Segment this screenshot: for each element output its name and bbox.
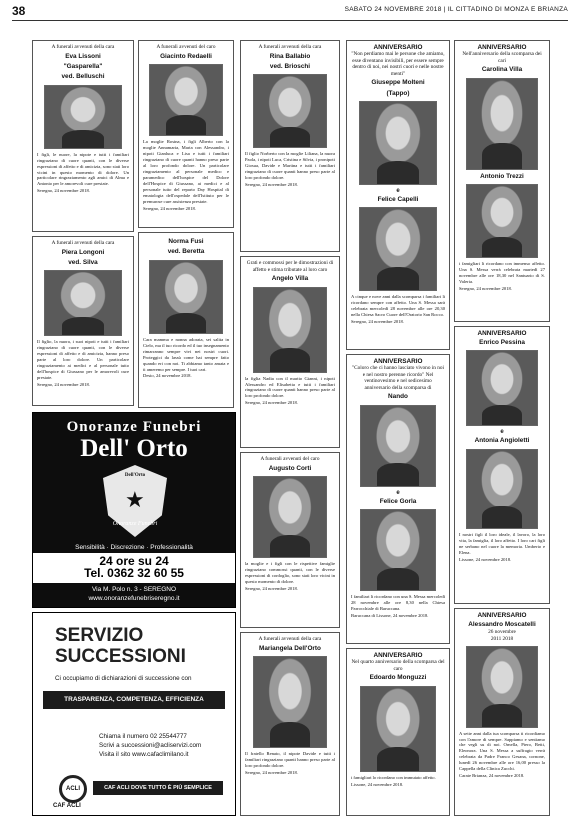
anniversary-text: I familiari li ricordano con una S. Messa mercoledì 28 novembre alle ore 8,30 nella Chiesa Parrocchiale di Baruccana. — [351, 594, 445, 612]
obit-intro: A funerali avvenuti della cara — [258, 636, 322, 642]
portrait-photo — [359, 101, 437, 185]
ad-title-line1: Onoranze Funebri — [66, 419, 202, 435]
portrait-photo — [466, 646, 538, 728]
obit-name: Mariangela Dell'Orto — [259, 644, 321, 652]
portrait-photo — [360, 405, 436, 487]
anniversary-text: A sette anni dalla tua scomparsa ti ricordiamo con l'amore di sempre. Sappiamo e sentiamo che vegli su di noi. Ornella, Piero, Betti, Eleonora. Una S. Messa a suffragio verrà celebrata da Padre Franco Gesana, cornone, lunedì 26 novembre alle ore 16,00 presso la Cappella della Clinica Zucchi. — [459, 730, 545, 772]
publication-info: SABATO 24 NOVEMBRE 2018 | IL CITTADINO DI MONZA E BRIANZA — [344, 6, 568, 13]
anniversary-name: Giuseppe Molteni — [371, 79, 425, 87]
portrait-photo — [149, 260, 223, 334]
ad-slogan: Sensibilità · Discrezione · Professionalità — [75, 544, 193, 551]
portrait-photo — [360, 509, 436, 591]
succession-service-ad — [32, 612, 236, 816]
portrait-photo — [253, 476, 327, 558]
page-number: 38 — [12, 4, 26, 18]
anniversary-date: Lissone, 24 novembre 2018. — [459, 556, 512, 562]
anniversary-name: Nando — [388, 393, 408, 401]
obituary-redaelli — [138, 40, 234, 228]
obit-text: I figli, le nuore, la nipote e tutti i familiari ringraziano di cuore quanti, con le diverse espressioni di affetto e di amicizia, sono stati loro vicini in questo momento di dolore. Un particolare ringraziamento agli amici di Alma e Antonio per le amorevoli cure prestate. — [37, 151, 129, 187]
anniversary-name-2: Felice Capelli — [377, 196, 419, 204]
portrait-photo — [44, 85, 122, 149]
portrait-photo — [466, 449, 538, 529]
ad-title-line2: SUCCESSIONI — [55, 646, 186, 667]
obit-ved: ved. Belluschi — [61, 73, 105, 81]
portrait-photo — [44, 270, 122, 336]
obit-date: Seregno, 24 novembre 2018. — [245, 182, 298, 188]
obit-name: Piera Longoni — [61, 248, 105, 256]
anniversary-title: ANNIVERSARIO — [373, 44, 423, 51]
anniversary-title: ANNIVERSARIO — [373, 652, 423, 659]
obituary-villa — [240, 256, 340, 448]
obit-name: Eva Lissoni — [65, 52, 101, 60]
obit-text: Il figlio Norberto con la moglie Liliana, la nuora Paola, i nipoti Luca, Cristina e Silvia, i pronipoti Giosua, Davide e Martina e tutti i familiari ringraziano di cuore quanti hanno preso parte al loro profondo dolore. — [245, 151, 335, 181]
obituary-dellorto — [240, 632, 340, 816]
ad-website-link[interactable]: www.onoranzefunebriseregno.it — [88, 595, 180, 602]
obit-date: Seregno, 24 novembre 2018. — [245, 585, 298, 591]
obit-name: Rina Ballabio — [269, 52, 311, 60]
anniversary-nando-gorla — [346, 354, 450, 644]
anniversary-name: Edoardo Monguzzi — [369, 674, 427, 682]
obit-intro: A funerali avvenuti della cara — [51, 44, 115, 50]
obit-name: Giacinto Redaelli — [160, 52, 212, 60]
ad-phone: Chiama il numero 02 25544777 — [99, 733, 187, 740]
funeral-home-ad — [32, 412, 236, 608]
obit-text: Cara mamma e nonna adorata, sei salita in Cielo, ma il tuo ricordo ed il tuo insegnamento rimarranno sempre vivi nei nostri cuori. Proteggici da lassù come hai sempre fatto quando eri con noi. Ti abbiamo tanto amata e ti ameremo per sempre. I tuoi cari. — [143, 336, 229, 372]
anniversary-date: Lissone, 24 novembre 2018. — [351, 781, 404, 787]
obit-date: Seregno, 24 novembre 2018. — [37, 188, 90, 194]
conjunction-text: e — [396, 188, 400, 195]
obit-date: Seregno, 24 novembre 2018. — [143, 205, 196, 211]
anniversary-text: I nostri figli il loro ideale, il lavoro, la loro vita, la famiglia, il loro affetto. I loro cari figli ne serbano nel cuore la memoria. Umberto e Elena. — [459, 531, 545, 555]
ad-title-line2: Dell' Orto — [80, 435, 188, 462]
ad-contact-band — [33, 553, 235, 583]
ad-title-line1: SERVIZIO — [55, 625, 144, 646]
obit-date: Seregno, 24 novembre 2018. — [37, 382, 90, 388]
portrait-photo — [360, 686, 436, 772]
ad-subtitle: Ci occupiamo di dichiarazioni di successione con — [55, 675, 192, 682]
anniversary-date-line1: 26 novembre — [488, 629, 516, 636]
portrait-photo — [466, 184, 538, 258]
obit-name: Angelo Villa — [271, 275, 309, 283]
obit-text: La moglie Rosina, i figli Alberto con la moglie Annamaria, Maria con Alessandro, i nipoti Gianluca e Lisa e tutti i familiari ringraziano di cuore quanti hanno preso parte al loro profondo dolore. Un particolare ringraziamento al personale medico e paramedico dell'hospice del Dolore dell'Hospice di Giussano, ai medici e al personale tutto del reparto Day Hospital di ematologia dell'ospedale dell'Istituto per le premurose cure assistenza prestate. — [143, 138, 229, 204]
ad-address: Via M. Polo n. 3 - SEREGNO — [91, 586, 177, 593]
obit-intro: A funerali avvenuti della cara — [258, 44, 322, 50]
obit-intro: A funerali avvenuti del caro — [156, 44, 216, 50]
obit-ved: ved. Silva — [68, 258, 98, 266]
ad-website-link[interactable]: Visita il sito www.cafaclimilano.it — [99, 751, 189, 758]
anniversary-date: Carate Brianza, 24 novembre 2018. — [459, 773, 525, 779]
obituary-lissoni — [32, 40, 134, 232]
portrait-photo — [466, 78, 538, 170]
obit-nickname: "Gasparella" — [63, 62, 103, 70]
anniversary-name: Alessandro Moscatelli — [468, 621, 536, 628]
ad-values-bar: TRASPARENZA, COMPETENZA, EFFICIENZA — [43, 691, 225, 709]
ad-email-link[interactable]: Scrivi a successioni@acliservizi.com — [99, 742, 202, 749]
obit-text: la moglie e i figli con le rispettive famiglie ringraziano commossi quanti, con le diverse espressioni di cordoglio, sono stati loro vicini in questo momento di dolore. — [245, 560, 335, 584]
anniversary-molteni-capelli — [346, 40, 450, 350]
anniversary-nickname: (Tappo) — [386, 89, 410, 97]
obit-name: Norma Fusi — [168, 238, 204, 245]
ad-hours: 24 ore su 24 — [99, 554, 169, 568]
anniversary-quote: "Coloro che ci hanno lasciato vivono in noi e nel nostro perenne ricordo" Nel ventinovesimo e nel sedicesimo anniversario della scomparsa di — [351, 365, 445, 391]
obit-date: Seregno, 24 novembre 2018. — [245, 769, 298, 775]
anniversary-date: Seregno, 24 novembre 2018. — [459, 285, 512, 291]
anniversary-name-2: Antonia Angioletti — [474, 437, 530, 445]
acli-logo-text: CAF ACLI — [53, 803, 81, 809]
anniversary-text: i famigliari lo ricordano con immutato affetto. — [351, 774, 436, 780]
ad-phone: Tel. 0362 32 60 55 — [84, 566, 184, 580]
anniversary-quote: "Non perdiamo mai le persone che amiamo, esse diventano invisibili, per essere sempre dentro di noi, nei nostri cuori e nelle nostre menti" — [351, 51, 445, 77]
obit-intro: A funerali avvenuti del caro — [260, 456, 320, 462]
anniversary-date-line2: 2011 2018 — [490, 635, 514, 642]
obit-text: la figlia Nadia con il marito Gianni, i nipoti Alessandro ed Elisabetta e tutti i familiari ringraziano di cuore quanti hanno preso parte al loro profondo dolore. — [245, 375, 335, 399]
conjunction-text: e — [500, 429, 504, 436]
conjunction-text: e — [396, 489, 400, 496]
anniversary-title: ANNIVERSARIO — [477, 612, 527, 619]
obituary-longoni — [32, 236, 134, 406]
anniversary-title: ANNIVERSARIO — [477, 330, 527, 337]
anniversary-intro: Nel quarto anniversario della scomparsa del caro — [351, 659, 445, 672]
portrait-photo — [253, 74, 327, 148]
anniversary-text: A cinque e nove anni dalla scomparsa i familiari li ricordano sempre con affetto. Una S. Messa sarà celebrata mercoledì 28 novembre alle ore 20,30 nella Chiesa Sacro Cuore dell'Oratorio San Rocco. — [351, 294, 445, 318]
acli-logo-icon: ACLI — [59, 775, 87, 803]
anniversary-name: Carolina Villa — [481, 66, 523, 74]
anniversary-title: ANNIVERSARIO — [373, 358, 423, 365]
anniversary-moscatelli — [454, 608, 550, 816]
anniversary-name-2: Felice Gorla — [379, 497, 417, 505]
anniversary-villa-trezzi — [454, 40, 550, 322]
obituary-fusi — [138, 232, 234, 408]
portrait-photo — [149, 64, 223, 136]
obit-intro: Grati e commossi per le dimostrazioni di affetto e stima tributate al loro caro — [246, 260, 334, 273]
portrait-photo — [359, 207, 437, 291]
anniversary-name-2: Antonio Trezzi — [480, 172, 524, 180]
anniversary-title: ANNIVERSARIO — [477, 44, 527, 51]
obit-text: Il figlio, la nuora, i suoi nipoti e tutti i familiari ringraziano di cuore quanti, con le diverse espressioni di affetto e di amicizia, hanno preso parte al loro dolore. Un particolare ringraziamento ai medici e al personale tutto dell'hospice di Giussano per le amorevoli cure prestate. — [37, 339, 129, 381]
star-icon: ★ — [125, 487, 145, 512]
portrait-photo — [466, 350, 538, 426]
anniversary-intro: Nell'anniversario della scomparsa dei cari — [462, 51, 542, 64]
obituary-corti — [240, 452, 340, 628]
ad-tagline-bar: CAF ACLI DOVE TUTTO È PIÙ SEMPLICE — [93, 781, 223, 795]
anniversary-monguzzi — [346, 648, 450, 816]
obit-date: Seregno, 24 novembre 2018. — [245, 400, 298, 406]
page-header — [12, 4, 568, 21]
obit-text: Il fratello Renato, il nipote Davide e tutti i familiari ringraziano quanti hanno preso parte al loro profondo dolore. — [245, 750, 335, 768]
obit-intro: A funerali avvenuti della cara — [51, 240, 115, 246]
portrait-photo — [253, 656, 327, 748]
anniversary-text: i famigliari li ricordano con immenso affetto. Una S. Messa verrà celebrata martedì 27 novembre alle ore 18,30 nel Santuario di S. Valeria. — [459, 260, 545, 284]
emblem-top-text: Dell'Orto — [124, 473, 146, 478]
obit-name: Augusto Corti — [268, 464, 312, 472]
obit-ved: ved. Brioschi — [269, 62, 311, 70]
emblem-bottom-text: Onoranze Funebri — [112, 521, 158, 527]
obituary-ballabio — [240, 40, 340, 252]
portrait-photo — [253, 287, 327, 373]
obit-date: Desio, 24 novembre 2018. — [143, 373, 192, 379]
anniversary-pessina-angioletti — [454, 326, 550, 604]
anniversary-date: Seregno, 24 novembre 2018. — [351, 319, 404, 325]
anniversary-date: Baruccana di Lissone, 24 novembre 2018. — [351, 613, 429, 618]
obit-ved: ved. Beretta — [167, 248, 205, 256]
anniversary-name: Enrico Pessina — [479, 339, 525, 346]
